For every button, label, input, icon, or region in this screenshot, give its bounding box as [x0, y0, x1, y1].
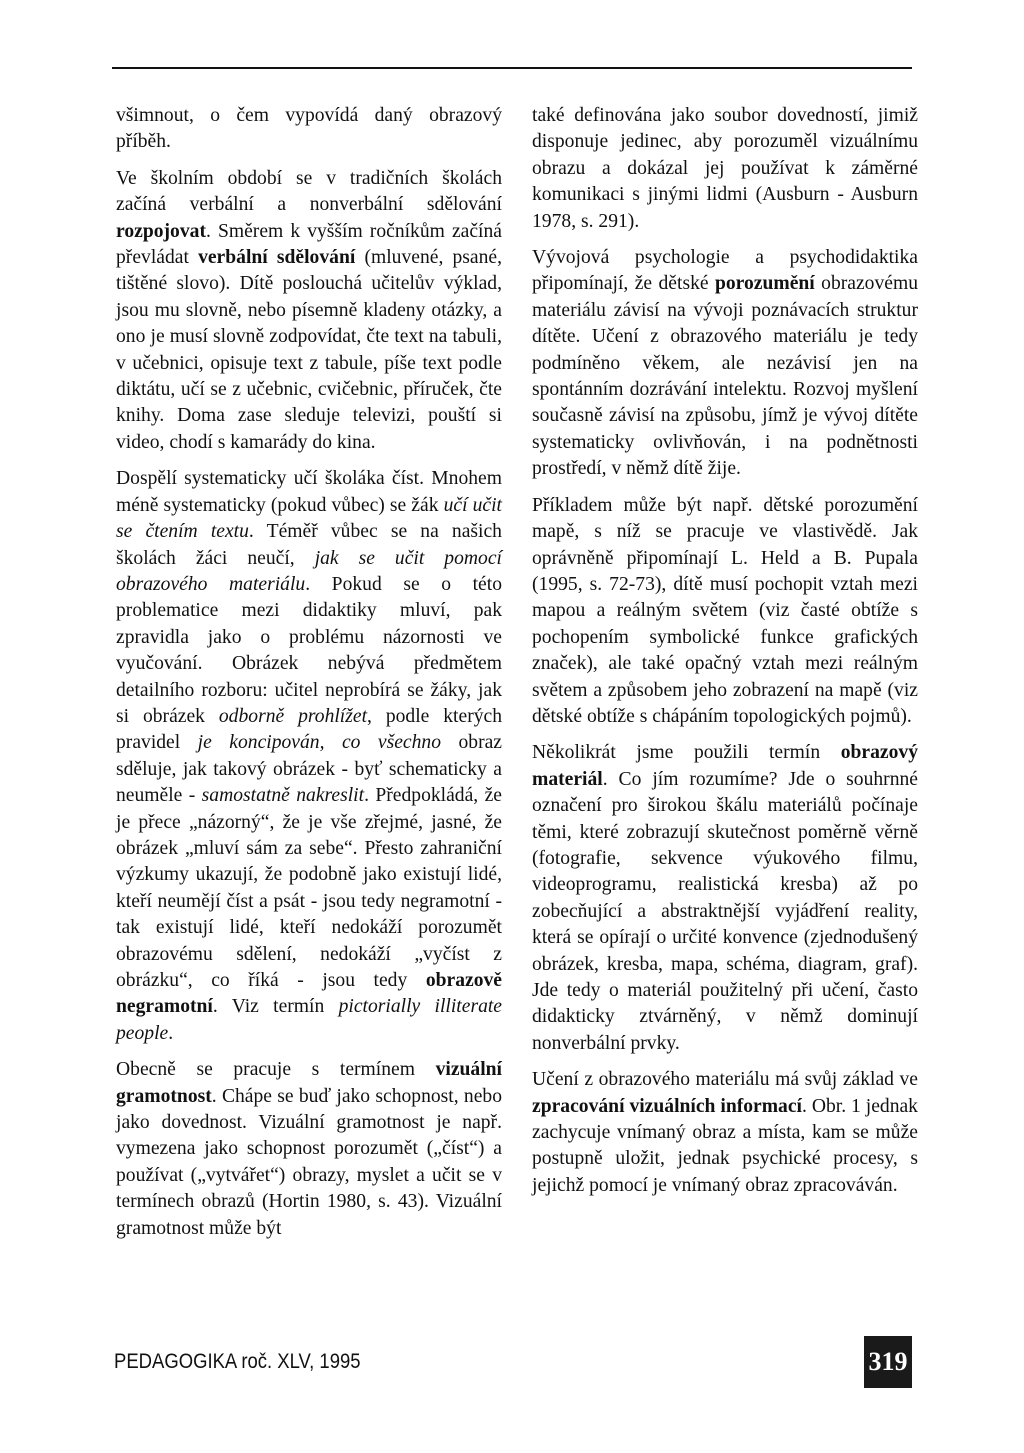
bold-term: vizuální gramotnost — [116, 1059, 502, 1107]
paragraph — [532, 493, 918, 731]
page-number: 319 — [864, 1336, 912, 1388]
italic-phrase: pictorially illiterate people — [116, 996, 503, 1044]
paragraph — [532, 740, 918, 1057]
text-run: obraz sděluje, jak takový obrázek - byť schematicky a neuměle - — [116, 732, 502, 807]
text-run: , podle kterých pravidel — [116, 705, 503, 754]
text-run: . Směrem k vyšším ročníkům začíná převládat — [116, 220, 502, 269]
text-run: . Předpokládá, že je přece „názorný“, že je vše zřejmé, jasné, že obrázek „mluví sám za sebe“. Přesto zahraniční výzkumy ukazují, že podobně jako existují lidé, kteří neumějí číst a psát - jsou tedy negramotní - tak existují lidé, kteří nedokáží porozumět obrazovému sdělení, nedokáží „vyčíst z obrázku“, co říká - jsou tedy — [116, 785, 502, 991]
paragraph — [532, 245, 918, 483]
paragraph — [116, 1057, 502, 1242]
text-run: . Chápe se buď jako schopnost, nebo jako dovednost. Vizuální gramotnost je např. vymezena jako schopnost porozumět („číst“) a používat („vytvářet“) obrazy, myslet a učit se v termínech obrazů (Hortin 1980, s. 43). Vizuální gramotnost může být — [116, 1085, 502, 1239]
text-run: . Pokud se o této problematice mezi didaktiky mluví, pak zpravidla jako o problému názornosti ve vyučování. Obrázek nebývá předmětem detailního rozboru: učitel neprobírá se žáky, jak si obrázek — [116, 573, 502, 727]
text-run: všimnout, o čem vypovídá daný obrazový příběh. — [116, 105, 502, 153]
paragraph — [116, 166, 502, 456]
text-run: také definována jako soubor dovedností, jimiž disponuje jedinec, aby porozuměl vizuálnímu obrazu a dokázal jej používat k záměrné komunikaci s jinými lidmi (Ausburn - Ausburn 1978, s. 291). — [532, 105, 918, 232]
paragraph-continued — [116, 103, 502, 156]
text-run: Vývojová psychologie a psychodidaktika připomínají, že dětské — [532, 247, 918, 295]
paragraph — [532, 1067, 918, 1199]
text-run: obrazovému materiálu závisí na vývoji poznávacích struktur dítěte. Učení z obrazového materiálu je tedy podmíněno věkem, ale nezávisí jen na spontánním dozrávání intelektu. Rozvoj myšlení současně závisí na způsobu, jímž je vývoj dítěte systematicky ovlivňován, i na podnětnosti prostředí, v němž dítě žije. — [532, 273, 918, 480]
left-column — [116, 103, 502, 1252]
text-run: . Viz termín — [212, 996, 339, 1018]
text-run: . Co jím rozumíme? Jde o souhrnné označení pro širokou škálu materiálů počínaje těmi, které zobrazují skutečnost poměrně věrně (fotografie, sekvence výukového filmu, videoprogramu, realistická kresba) až po zobecňující a abstraktnější vyjádření reality, která se opírají o určité konvence (zjednodušený obrázek, kresba, mapa, schéma, diagram, graf). Jde tedy o materiál použitelný při učení, často didakticky ztvárněný, v němž dominují nonverbální prvky. — [532, 768, 918, 1054]
text-run: Učení z obrazového materiálu má svůj základ ve — [532, 1069, 918, 1091]
bold-term: zpracování vizuálních informací — [532, 1095, 802, 1117]
italic-phrase: odborně prohlížet — [218, 705, 368, 727]
header-rule — [112, 67, 912, 69]
right-column — [532, 103, 918, 1209]
bold-term: verbální sdělování — [198, 247, 356, 269]
text-run: Příkladem může být např. dětské porozumění mapě, s níž se pracuje ve vlastivědě. Jak oprávněně připomínají L. Held a B. Pupala (1995, s. 72-73), dítě musí pochopit vztah mezi mapou a reálným světem (viz časté obtíže s pochopením symbolické funkce grafických značek), ale také opačný vztah mezi reálným světem a způsobem jeho zobrazení na mapě (viz dětské obtíže s chápáním topologických pojmů). — [532, 494, 918, 727]
text-run: Obecně se pracuje s termínem — [116, 1059, 436, 1081]
text-run: . Obr. 1 jednak zachycuje vnímaný obraz a místa, kam se může postupně uložit, jednak psychické procesy, s jejichž pomocí je vnímaný obraz zpracováván. — [532, 1095, 918, 1196]
text-run: Ve školním období se v tradičních školách začíná verbální a nonverbální sdělování — [116, 167, 502, 216]
text-run: . Téměř vůbec se na našich školách žáci neučí, — [116, 521, 502, 569]
journal-footer: PEDAGOGIKA roč. XLV, 1995 — [114, 1350, 361, 1373]
paragraph-continued — [532, 103, 918, 235]
bold-term: obrazový materiál — [532, 742, 918, 790]
text-run: Dospělí systematicky učí školáka číst. Mnohem méně systematicky (pokud vůbec) se žák — [116, 468, 502, 516]
bold-term: obrazově negramotní — [116, 970, 502, 1018]
italic-phrase: učí učit se čtením textu — [116, 494, 502, 543]
italic-phrase: jak se učit pomocí obrazového materiálu — [116, 547, 502, 595]
bold-term: porozumění — [714, 273, 815, 295]
paragraph — [116, 466, 502, 1047]
text-run: Několikrát jsme použili termín — [532, 742, 841, 764]
text-run: (mluvené, psané, tištěné slovo). Dítě poslouchá učitelův výklad, jsou mu slovně, nebo písemně kladeny otázky, a ono je musí slovně zodpovídat, čte text na tabuli, v učebnici, opisuje text z tabule, píše text podle diktátu, učí se z učebnic, cvičebnic, příruček, čte knihy. Doma zase sleduje televizi, pouští si video, chodí s kamarády do kina. — [116, 247, 503, 453]
text-run: . — [168, 1022, 174, 1044]
bold-term: rozpojovat — [116, 220, 206, 242]
italic-phrase: je koncipován, co všechno — [197, 732, 442, 754]
italic-phrase: samostatně nakreslit — [201, 785, 365, 807]
